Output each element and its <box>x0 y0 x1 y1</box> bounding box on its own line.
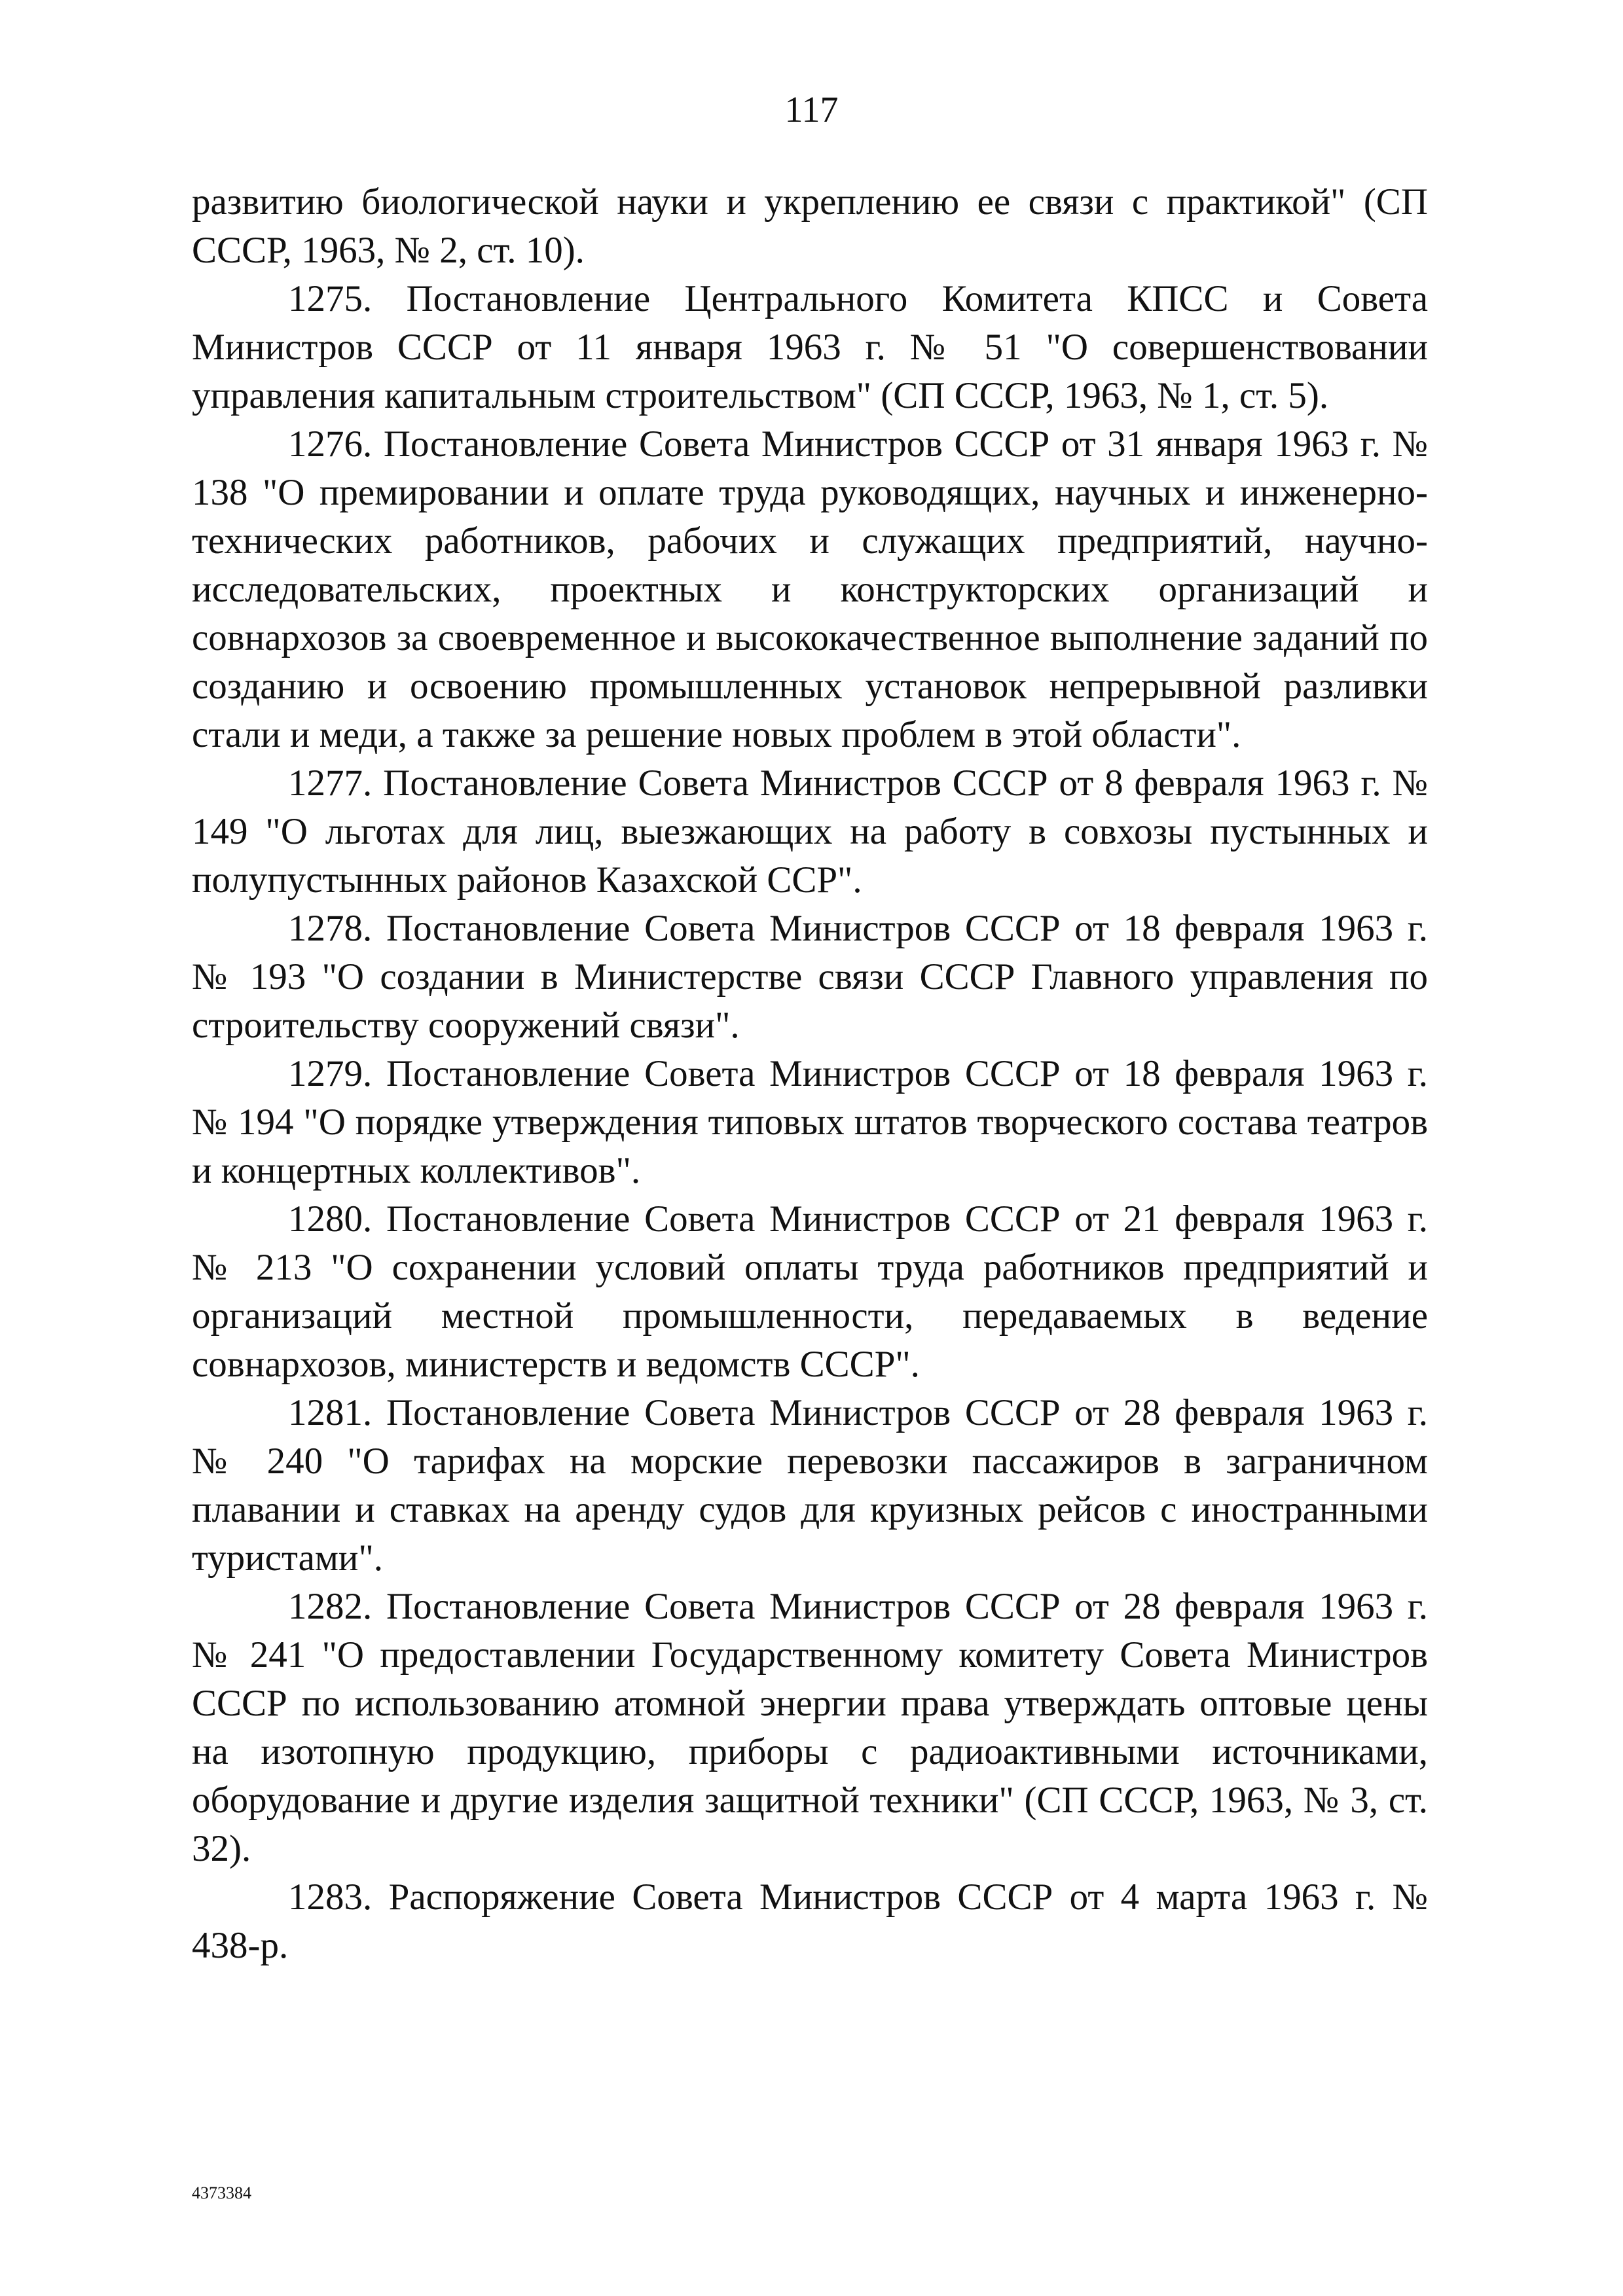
entry-1278: 1278. Постановление Совета Министров СССР от 18 февраля 1963 г. № 193 "О создании в Министерстве связи СССР Главного управления по строительству сооружений связи". <box>192 908 1428 1046</box>
entry-1281: 1281. Постановление Совета Министров СССР от 28 февраля 1963 г. № 240 "О тарифах на морские перевозки пассажиров в заграничном плавании и ставках на аренду судов для круизных рейсов с иностранными туристами". <box>192 1392 1428 1579</box>
document-code: 4373384 <box>192 2183 251 2202</box>
continuation-paragraph: развитию биологической науки и укреплению ее связи с практикой" (СП СССР, 1963, № 2, ст. 10). <box>192 181 1428 271</box>
entry-1279: 1279. Постановление Совета Министров СССР от 18 февраля 1963 г. № 194 "О порядке утверждения типовых штатов творческого состава театров и концертных коллективов". <box>192 1053 1428 1191</box>
entry-1283: 1283. Распоряжение Совета Министров СССР от 4 марта 1963 г. № 438-р. <box>192 1876 1428 1966</box>
document-body <box>192 178 1428 1970</box>
page-number: 117 <box>784 90 839 130</box>
entry-1282: 1282. Постановление Совета Министров СССР от 28 февраля 1963 г. № 241 "О предоставлении Государственному комитету Совета Министров СССР по использованию атомной энергии права утверждать оптовые цены на изотопную продукцию, приборы с радиоактивными источниками, оборудование и другие изделия защитной техники" (СП СССР, 1963, № 3, ст. 32). <box>192 1586 1428 1869</box>
entry-1276: 1276. Постановление Совета Министров СССР от 31 января 1963 г. № 138 "О премировании и оплате труда руководящих, научных и инженерно-технических работников, рабочих и служащих предприятий, научно-исследовательских, проектных и конструкторских организаций и совнархозов за своевременное и высококачественное выполнение заданий по созданию и освоению промышленных установок непрерывной разливки стали и меди, а также за решение новых проблем в этой области". <box>192 423 1428 755</box>
entry-1277: 1277. Постановление Совета Министров СССР от 8 февраля 1963 г. № 149 "О льготах для лиц, выезжающих на работу в совхозы пустынных и полупустынных районов Казахской ССР". <box>192 762 1428 901</box>
entry-1280: 1280. Постановление Совета Министров СССР от 21 февраля 1963 г. № 213 "О сохранении условий оплаты труда работников предприятий и организаций местной промышленности, передаваемых в ведение совнархозов, министерств и ведомств СССР". <box>192 1198 1428 1385</box>
entry-1275: 1275. Постановление Центрального Комитета КПСС и Совета Министров СССР от 11 января 1963 г. № 51 "О совершенствовании управления капитальным строительством" (СП СССР, 1963, № 1, ст. 5). <box>192 278 1428 416</box>
